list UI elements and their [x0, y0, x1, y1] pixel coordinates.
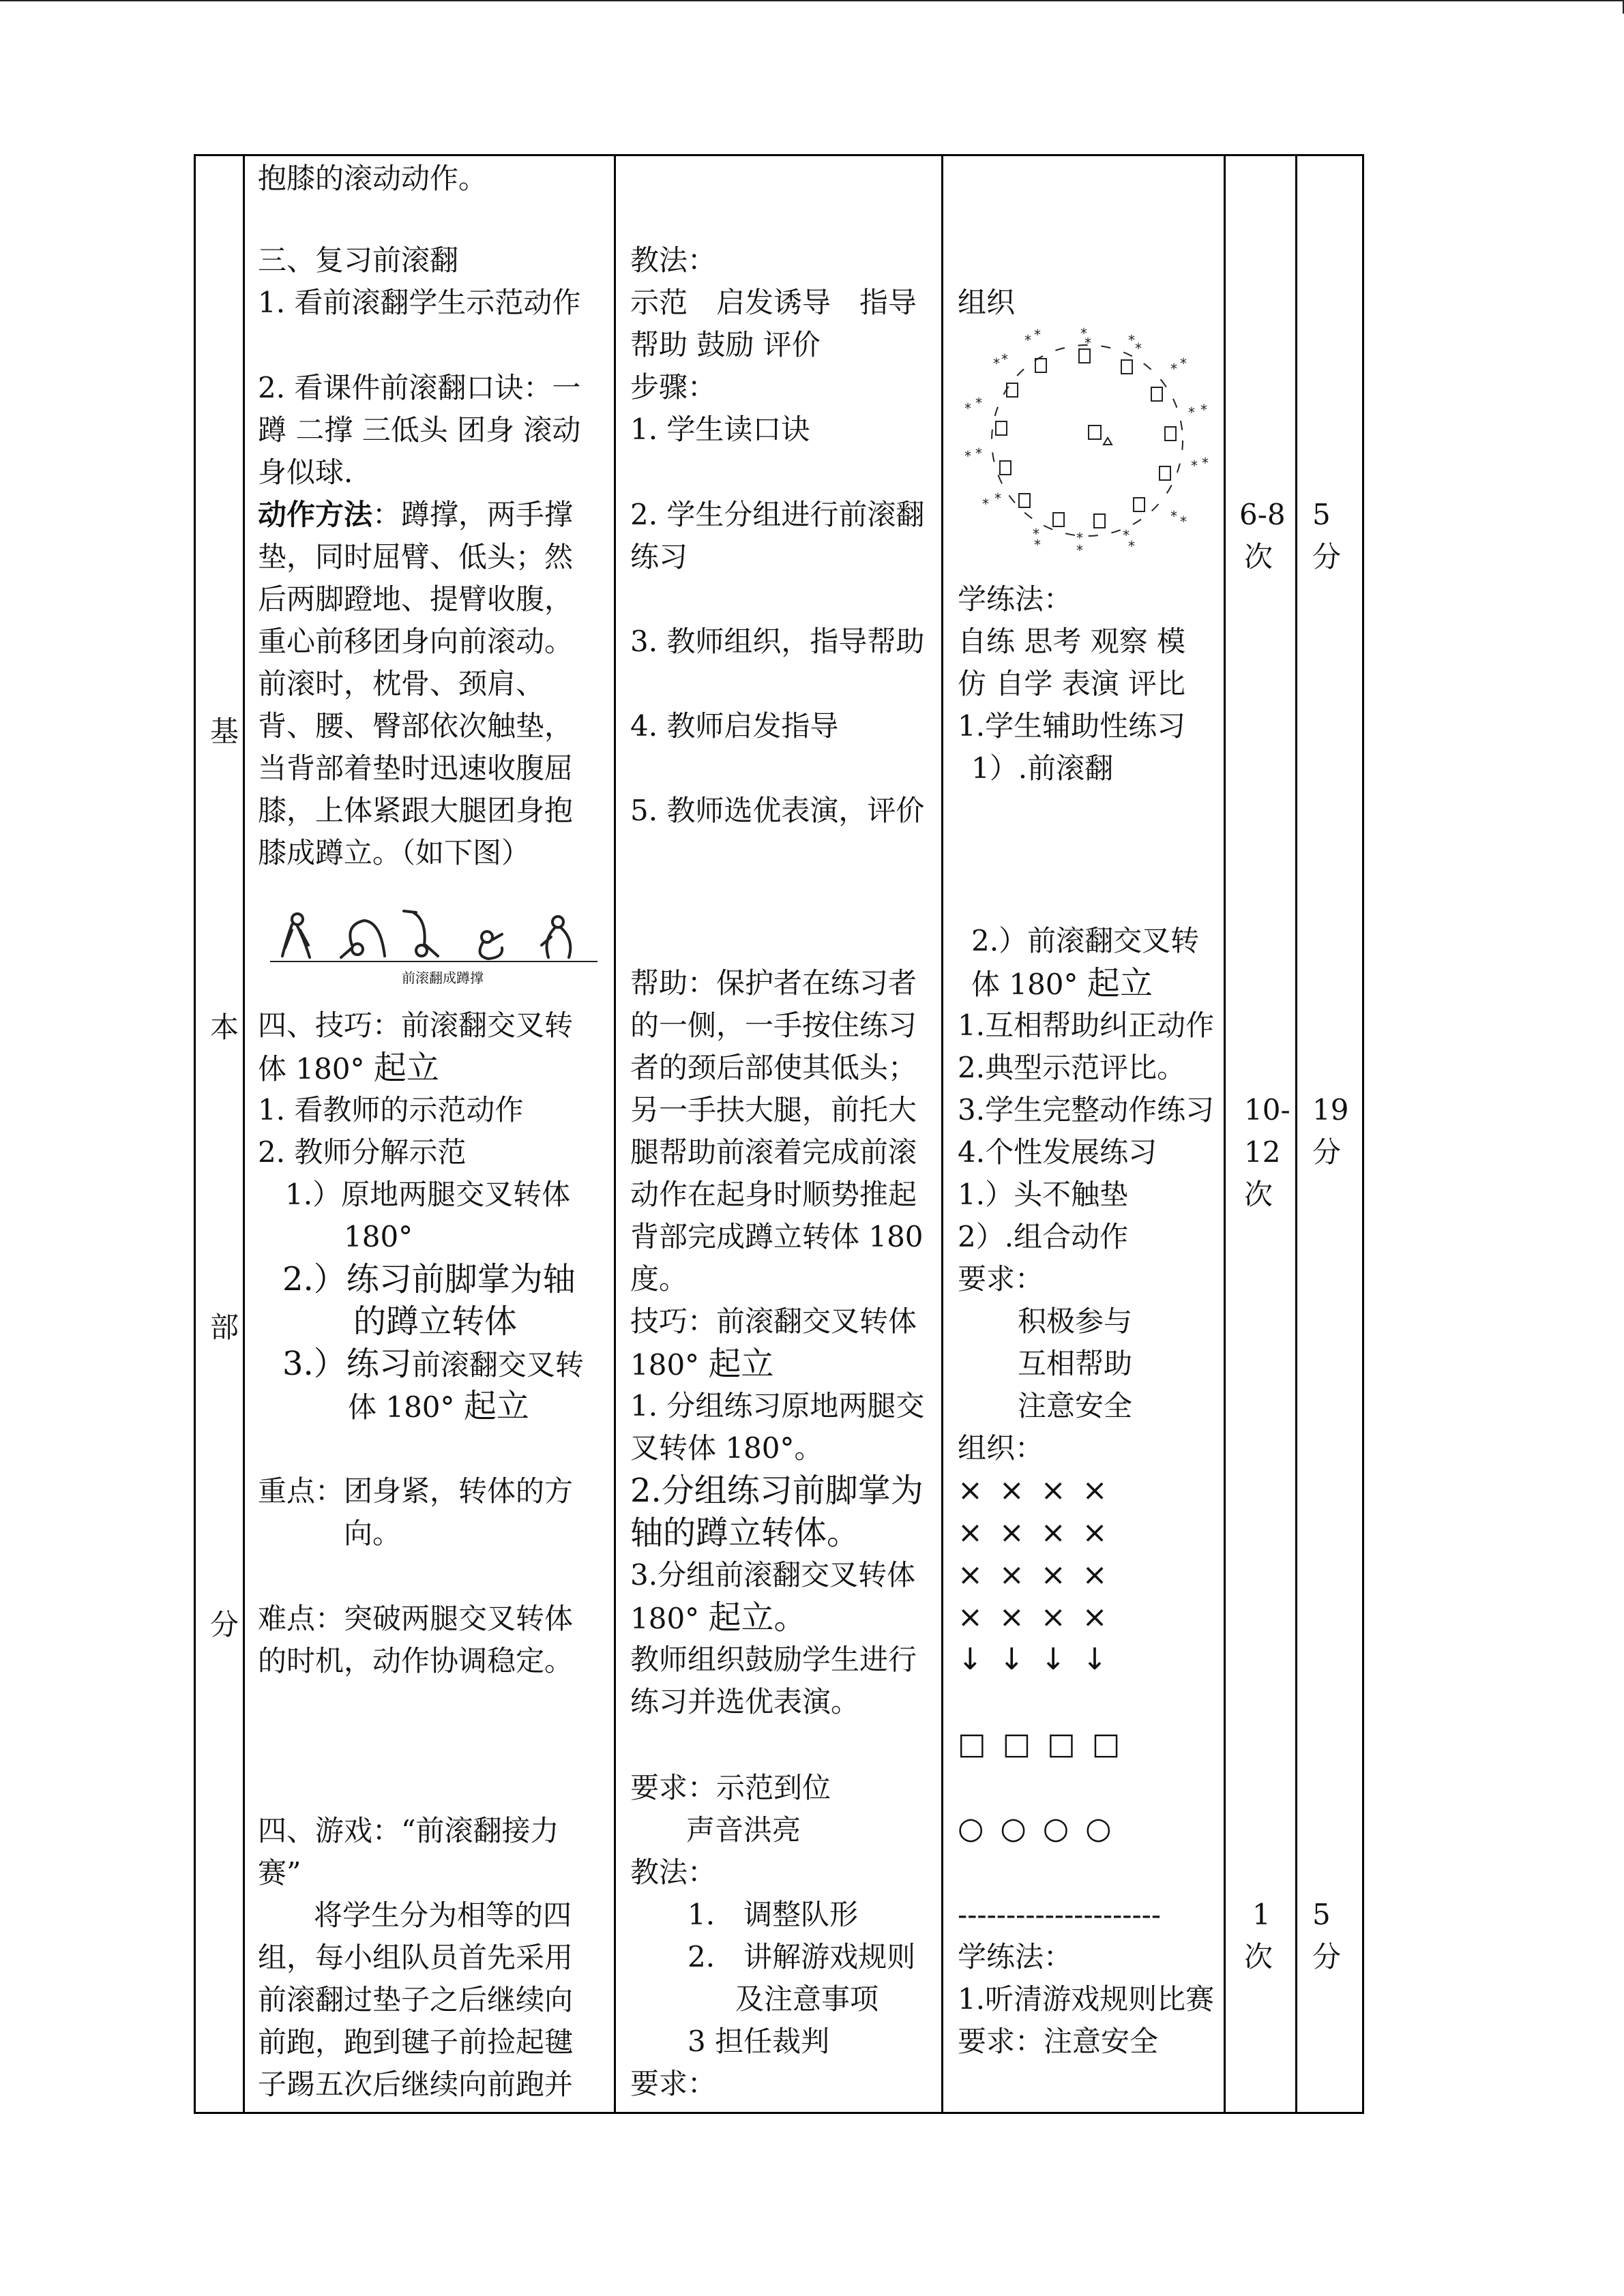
content-line: 蹲 二撑 三低头 团身 滚动: [258, 413, 581, 447]
difficulty-point: 的时机，动作协调稳定。: [258, 1644, 574, 1678]
teacher-line: 要求：: [630, 2067, 717, 2100]
formation-row-x: ××××: [958, 1473, 1124, 1508]
standup-text: 起立: [373, 1049, 439, 1087]
lesson-plan-table: [194, 154, 1364, 2114]
content-line: 1. 看前滚翻学生示范动作: [258, 286, 581, 319]
table-divider-1: [243, 154, 245, 2114]
teacher-line: [630, 1596, 807, 1640]
repetition-unit: 次: [1244, 540, 1273, 573]
svg-text:*: *: [1076, 542, 1083, 558]
content-line: 后两脚蹬地、提臂收腹，: [258, 582, 574, 616]
duration-unit: 分: [1312, 540, 1342, 573]
student-line: 学练法：: [958, 582, 1073, 616]
key-point: 重点：团身紧，转体的方: [258, 1474, 574, 1508]
teacher-line: 度。: [630, 1262, 688, 1296]
teacher-line: 教法：: [630, 243, 717, 277]
teacher-line: 教师组织鼓励学生进行: [630, 1643, 917, 1676]
teacher-line: 练习并选优表演。: [630, 1685, 860, 1718]
svg-text:*: *: [1123, 527, 1130, 543]
student-line: 组织: [958, 286, 1016, 319]
svg-text:*: *: [993, 355, 1000, 372]
teacher-line: 叉转体 180°。: [630, 1431, 823, 1465]
svg-text:*: *: [1170, 508, 1177, 524]
content-line: 前滚时，枕骨、颈肩、: [258, 667, 545, 700]
svg-text:*: *: [1202, 455, 1209, 471]
difficulty-point: 难点：突破两腿交叉转体: [258, 1602, 574, 1635]
table-border-right: [1362, 154, 1364, 2114]
teacher-line: 轴的蹲立转体。: [630, 1514, 860, 1552]
content-line: 当背部着垫时迅速收腹屈: [258, 751, 574, 785]
table-divider-4: [1224, 154, 1226, 2114]
teacher-line: 练习: [630, 540, 688, 573]
content-line: 的蹲立转体: [353, 1302, 518, 1341]
teacher-line: 步骤：: [630, 370, 717, 404]
svg-text:*: *: [1170, 361, 1177, 377]
key-point: 向。: [344, 1517, 402, 1550]
section-char: 部: [210, 1311, 239, 1344]
svg-text:*: *: [1034, 327, 1041, 343]
teacher-line: 动作在起身时顺势推起: [630, 1178, 917, 1211]
content-line: 将学生分为相等的四: [314, 1898, 572, 1932]
svg-text:*: *: [994, 490, 1001, 507]
student-line: 要求：注意安全: [958, 2025, 1159, 2058]
svg-text:*: *: [982, 496, 989, 512]
teacher-line: 2.分组练习前脚掌为: [630, 1472, 924, 1510]
svg-text:*: *: [1024, 332, 1031, 348]
teacher-line: 技巧：前滚翻交叉转体: [630, 1304, 917, 1338]
teacher-line: 者的颈后部使其低头；: [630, 1051, 917, 1084]
content-line: 膝成蹲立。（如下图）: [258, 836, 531, 869]
teacher-line: 4. 教师启发指导: [630, 709, 839, 743]
content-heading: 四、游戏：“前滚翻接力: [258, 1814, 559, 1847]
teacher-line: 1. 学生读口诀: [630, 413, 810, 446]
teacher-line: [630, 1343, 774, 1386]
teacher-line: 声音洪亮: [686, 1813, 801, 1847]
figure-caption: 前滚翻成蹲撑: [402, 970, 484, 986]
svg-text:*: *: [1180, 355, 1187, 372]
content-line: 子踢五次后继续向前跑并: [258, 2068, 574, 2101]
student-line: 注意安全: [1018, 1389, 1133, 1422]
teacher-line: 腿帮助前滚着完成前滚: [630, 1135, 917, 1169]
duration-unit: 分: [1312, 1940, 1342, 1973]
teacher-line: 2. 讲解游戏规则: [688, 1940, 916, 1973]
section-char: 分: [210, 1608, 239, 1641]
content-line: 垫，同时屈臂、低头；然: [258, 540, 574, 573]
content-line: 2.）练习前脚掌为轴: [282, 1260, 576, 1298]
student-line: 仿 自学 表演 评比: [958, 667, 1186, 700]
angle-text: 180°: [630, 1348, 700, 1382]
dashed-divider: ---------------------: [958, 1898, 1162, 1931]
angle-text: 体 180°: [258, 1052, 365, 1086]
teacher-line: 帮助：保护者在练习者: [630, 966, 917, 1000]
svg-text:*: *: [1080, 325, 1087, 342]
method-text: ：蹲撑，两手撑: [372, 498, 574, 531]
teacher-line: 背部完成蹲立转体 180: [630, 1220, 924, 1253]
student-line: 要求：: [958, 1262, 1044, 1296]
teacher-line: 另一手扶大腿，前托大: [630, 1093, 917, 1127]
student-line: 自练 思考 观察 模: [958, 625, 1186, 658]
teacher-line: 2. 学生分组进行前滚翻: [630, 498, 925, 531]
content-line: 180°: [344, 1220, 413, 1253]
svg-text:*: *: [1001, 351, 1008, 368]
svg-text:*: *: [1180, 513, 1187, 530]
student-line: 2）.组合动作: [958, 1220, 1129, 1253]
content-line: 赛”: [258, 1856, 301, 1890]
content-line: 身似球.: [258, 456, 353, 489]
svg-text:*: *: [975, 395, 982, 411]
forward-roll-illustration: [270, 907, 597, 972]
table-border-top: [194, 154, 1364, 156]
teacher-line: 教法：: [630, 1855, 717, 1889]
content-line: 前跑，跑到毽子前捡起毽: [258, 2025, 574, 2059]
formation-row-circle: ○○○○: [958, 1811, 1128, 1846]
content-line: 前滚翻过垫子之后继续向: [258, 1983, 574, 2016]
svg-text:*: *: [1084, 335, 1091, 351]
duration-value: 19: [1312, 1093, 1349, 1127]
svg-text:*: *: [1034, 537, 1041, 553]
standup-text: 起立: [1087, 964, 1153, 1002]
section-char: 基: [210, 715, 239, 748]
content-heading: 三、复习前滚翻: [258, 243, 459, 277]
student-line: 学练法：: [958, 1940, 1073, 1973]
teacher-line: 3. 教师组织，指导帮助: [630, 625, 925, 658]
teacher-line: 帮助 鼓励 评价: [630, 328, 821, 361]
table-divider-5: [1295, 154, 1297, 2114]
content-line: [348, 1385, 529, 1429]
student-line: 互相帮助: [1018, 1347, 1133, 1380]
svg-text:*: *: [1128, 538, 1135, 554]
table-divider-3: [941, 154, 943, 2114]
student-line: 积极参与: [1018, 1304, 1133, 1338]
svg-text:*: *: [964, 400, 971, 417]
formation-row-arrow: ↓↓↓↓: [958, 1642, 1124, 1677]
content-line: 1. 看教师的示范动作: [258, 1093, 524, 1127]
duration-value: 5: [1312, 1898, 1331, 1931]
teacher-line: 3 担任裁判: [688, 2025, 830, 2058]
method-label: 动作方法: [258, 498, 373, 531]
teacher-line: 要求：示范到位: [630, 1771, 831, 1804]
repetition-count: 10-: [1244, 1093, 1290, 1127]
angle-text: 体 180°: [971, 968, 1078, 1001]
student-line: 1.学生辅助性练习: [958, 709, 1186, 743]
formation-row-x: ××××: [958, 1557, 1124, 1592]
content-line: 1.）原地两腿交叉转体: [285, 1178, 571, 1211]
formation-row-x: ××××: [958, 1600, 1124, 1635]
teacher-line: 5. 教师选优表演，评价: [630, 794, 925, 827]
circle-formation-diagram: [958, 325, 1224, 556]
svg-text:*: *: [964, 448, 971, 464]
formation-row-x: ××××: [958, 1515, 1124, 1550]
table-divider-2: [614, 154, 616, 2114]
content-line: 组，每小组队员首先采用: [258, 1941, 574, 1974]
content-line: 2. 教师分解示范: [258, 1135, 467, 1169]
content-line: [282, 1343, 584, 1386]
repetition-count: 12: [1244, 1135, 1281, 1169]
repetition-count: 1: [1252, 1898, 1271, 1931]
teacher-line: 3.分组前滚翻交叉转体: [630, 1558, 916, 1592]
duration-unit: 分: [1312, 1135, 1342, 1169]
student-line: 1.互相帮助纠正动作: [958, 1009, 1215, 1042]
content-line: 重心前移团身向前滚动。: [258, 625, 574, 658]
svg-text:*: *: [1191, 458, 1198, 474]
svg-text:*: *: [1135, 340, 1142, 357]
student-line: 1）.前滚翻: [971, 751, 1114, 785]
content-line: 2. 看课件前滚翻口诀：一: [258, 371, 581, 404]
repetition-unit: 次: [1244, 1940, 1273, 1973]
student-line: 组织：: [958, 1431, 1044, 1465]
content-line: 背、腰、臀部依次触垫，: [258, 709, 574, 743]
content-line: 膝，上体紧跟大腿团身抱: [258, 794, 574, 827]
standup-text: 起立。: [708, 1598, 807, 1637]
student-line: [971, 962, 1153, 1006]
standup-text: 起立: [708, 1345, 774, 1383]
svg-text:*: *: [1076, 530, 1083, 546]
teacher-line: 1. 分组练习原地两腿交: [630, 1389, 925, 1422]
repetition-count: 6-8: [1239, 498, 1286, 531]
duration-value: 5: [1312, 498, 1331, 531]
section-char: 本: [210, 1011, 239, 1044]
svg-text:*: *: [975, 445, 982, 462]
content-line: [258, 1047, 439, 1090]
student-line: 1.）头不触垫: [958, 1178, 1129, 1211]
student-line: 3.学生完整动作练习: [958, 1093, 1215, 1127]
repetition-unit: 次: [1244, 1178, 1273, 1211]
teacher-line: 示范 启发诱导 指导: [630, 286, 917, 319]
content-line: 抱膝的滚动动作。: [258, 162, 488, 195]
table-border-bottom: [194, 2112, 1364, 2114]
content-heading: 四、技巧：前滚翻交叉转: [258, 1009, 574, 1042]
svg-text:*: *: [1200, 402, 1207, 418]
student-line: 4.个性发展练习: [958, 1135, 1157, 1169]
page-top-border: [0, 0, 1624, 1]
student-line: 2.）前滚翻交叉转: [971, 924, 1200, 957]
content-line: [258, 494, 573, 536]
svg-text:*: *: [1128, 332, 1135, 348]
teacher-line: 的一侧，一手按住练习: [630, 1009, 917, 1042]
table-border-left: [194, 154, 196, 2114]
standup-text: 起立: [463, 1387, 529, 1425]
formation-row-mat: □□□□: [958, 1727, 1137, 1761]
svg-text:*: *: [1188, 404, 1195, 421]
teacher-line: 及注意事项: [735, 1982, 879, 2016]
student-line: 2.典型示范评比。: [958, 1051, 1186, 1084]
angle-text: 180°: [630, 1602, 700, 1635]
step-text: 3.）练习: [282, 1345, 412, 1383]
student-line: 1.听清游戏规则比赛: [958, 1982, 1215, 2016]
teacher-line: 1. 调整队形: [688, 1898, 859, 1931]
angle-text: 体 180°: [348, 1390, 455, 1424]
step-text: 前滚翻交叉转: [411, 1348, 584, 1382]
svg-text:*: *: [1033, 526, 1039, 542]
